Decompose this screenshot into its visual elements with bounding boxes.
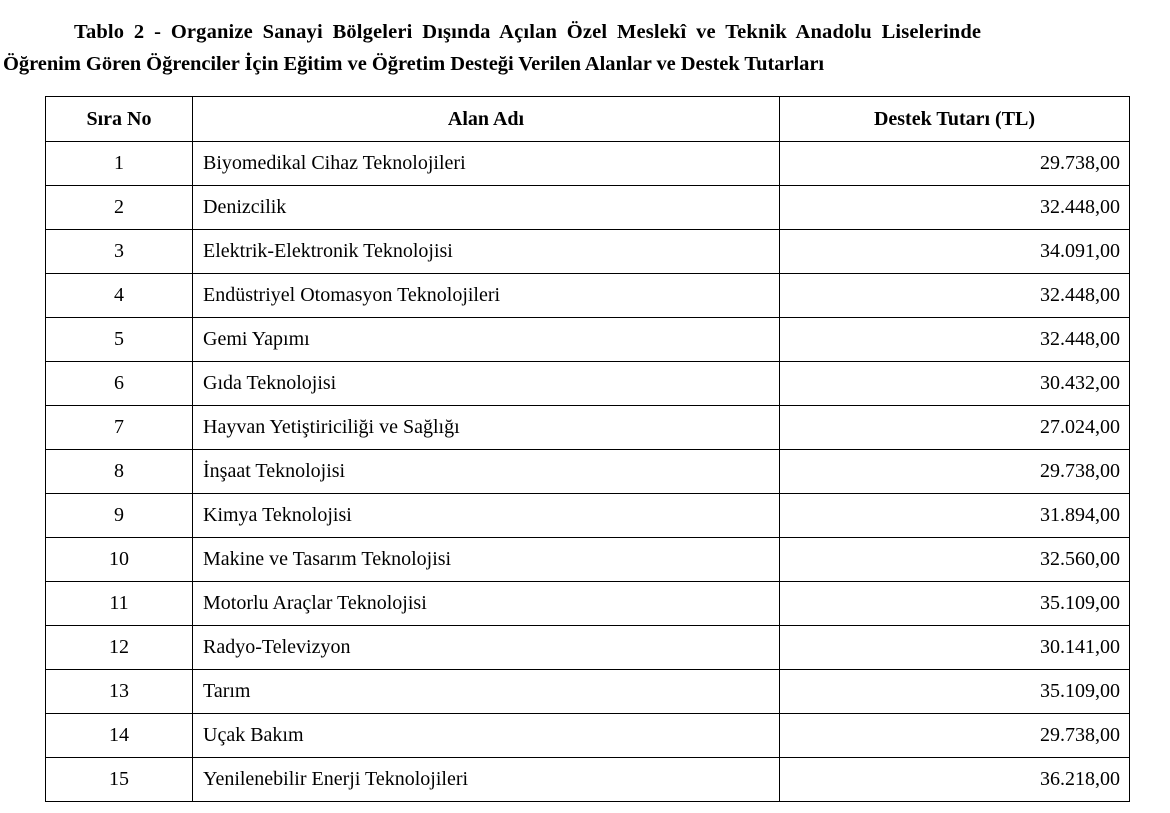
row-number-cell: 15 [46,758,193,802]
table-title-line-1: Tablo 2 - Organize Sanayi Bölgeleri Dışında Açılan Özel Meslekî ve Teknik Anadolu Liselerinde [74,21,982,43]
table-row [46,450,1130,494]
field-name-cell: Endüstriyel Otomasyon Teknolojileri [193,274,780,318]
table-row [46,714,1130,758]
row-number-cell: 13 [46,670,193,714]
table-row [46,230,1130,274]
field-name-cell: Gemi Yapımı [193,318,780,362]
support-amount-cell: 35.109,00 [780,582,1130,626]
field-name-cell: Yenilenebilir Enerji Teknolojileri [193,758,780,802]
table-header-row [46,97,1130,142]
row-number-cell: 5 [46,318,193,362]
row-number-cell: 1 [46,142,193,186]
support-amount-cell: 32.560,00 [780,538,1130,582]
field-name-cell: Radyo-Televizyon [193,626,780,670]
table-title [0,16,1170,80]
table-row [46,758,1130,802]
row-number-cell: 10 [46,538,193,582]
support-amount-cell: 36.218,00 [780,758,1130,802]
row-number-cell: 9 [46,494,193,538]
row-number-cell: 11 [46,582,193,626]
header-destek-tutari: Destek Tutarı (TL) [780,97,1130,142]
field-name-cell: Motorlu Araçlar Teknolojisi [193,582,780,626]
support-amounts-table [45,96,1130,802]
field-name-cell: Uçak Bakım [193,714,780,758]
table-row [46,582,1130,626]
field-name-cell: Gıda Teknolojisi [193,362,780,406]
support-amount-cell: 27.024,00 [780,406,1130,450]
row-number-cell: 14 [46,714,193,758]
field-name-cell: Elektrik-Elektronik Teknolojisi [193,230,780,274]
field-name-cell: Biyomedikal Cihaz Teknolojileri [193,142,780,186]
row-number-cell: 8 [46,450,193,494]
row-number-cell: 2 [46,186,193,230]
support-amount-cell: 32.448,00 [780,318,1130,362]
field-name-cell: Hayvan Yetiştiriciliği ve Sağlığı [193,406,780,450]
table-row [46,142,1130,186]
support-amount-cell: 29.738,00 [780,142,1130,186]
table-row [46,186,1130,230]
row-number-cell: 12 [46,626,193,670]
support-amount-cell: 32.448,00 [780,274,1130,318]
table-row [46,494,1130,538]
field-name-cell: Denizcilik [193,186,780,230]
support-amount-cell: 34.091,00 [780,230,1130,274]
row-number-cell: 4 [46,274,193,318]
support-amount-cell: 29.738,00 [780,714,1130,758]
field-name-cell: Kimya Teknolojisi [193,494,780,538]
support-amount-cell: 29.738,00 [780,450,1130,494]
table-title-line-2: Öğrenim Gören Öğrenciler İçin Eğitim ve Öğretim Desteği Verilen Alanlar ve Destek Tutarları [3,53,825,75]
table-row [46,362,1130,406]
support-amount-cell: 30.141,00 [780,626,1130,670]
support-amount-cell: 35.109,00 [780,670,1130,714]
row-number-cell: 3 [46,230,193,274]
table-row [46,274,1130,318]
table-row [46,538,1130,582]
field-name-cell: Makine ve Tasarım Teknolojisi [193,538,780,582]
row-number-cell: 6 [46,362,193,406]
table-row [46,318,1130,362]
support-amount-cell: 31.894,00 [780,494,1130,538]
support-amount-cell: 32.448,00 [780,186,1130,230]
table-row [46,406,1130,450]
table-row [46,626,1130,670]
header-alan-adi: Alan Adı [193,97,780,142]
field-name-cell: İnşaat Teknolojisi [193,450,780,494]
header-sira-no: Sıra No [46,97,193,142]
row-number-cell: 7 [46,406,193,450]
support-amount-cell: 30.432,00 [780,362,1130,406]
table-row [46,670,1130,714]
field-name-cell: Tarım [193,670,780,714]
